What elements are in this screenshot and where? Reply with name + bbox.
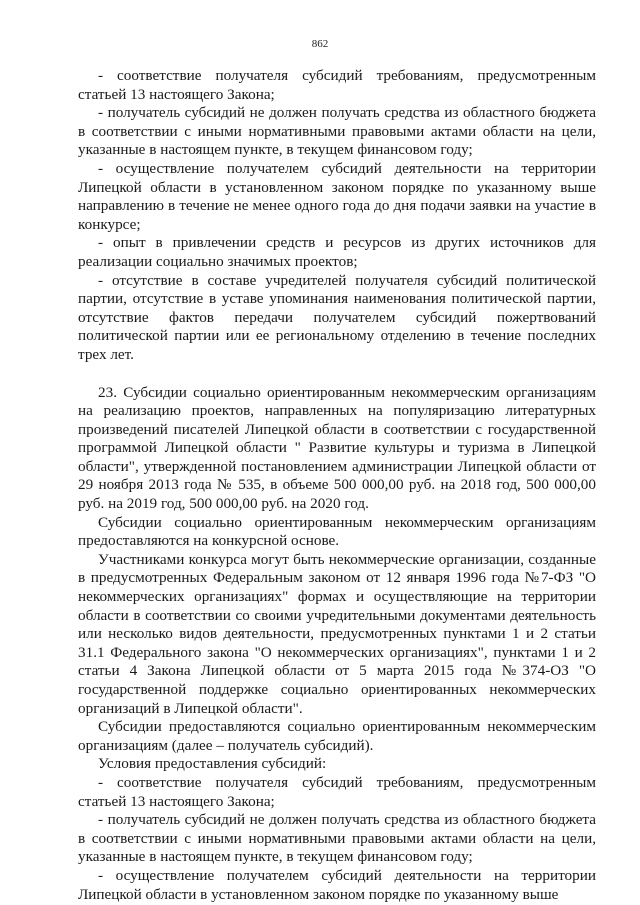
paragraph: - опыт в привлечении средств и ресурсов из других источников для реализации социально значимых проектов; — [78, 234, 596, 270]
page-number: 862 — [311, 38, 329, 50]
section-gap — [78, 365, 596, 384]
document-body — [78, 67, 596, 904]
paragraph: - соответствие получателя субсидий требованиям, предусмотренным статьей 13 настоящего Закона; — [78, 67, 596, 103]
paragraph: - получатель субсидий не должен получать средства из областного бюджета в соответствии с иными нормативными правовыми актами области на цели, указанные в настоящем пункте, в текущем финансовом году; — [78, 811, 596, 866]
paragraph: Условия предоставления субсидий: — [98, 755, 327, 773]
paragraph: Участниками конкурса могут быть некоммерческие организации, созданные в предусмотренных Федеральным законом от 12 января 1996 года №7-ФЗ "О некоммерческих организациях" формах и осуществляющие на территории области в соответствии со своими учредительными документами деятельность или несколько видов деятельности, предусмотренных пунктами 1 и 2 статьи 31.1 Федерального закона "О некоммерческих организациях", пунктами 1 и 2 статьи 4 Закона Липецкой области от 5 марта 2015 года №374-ОЗ "О государственной поддержке социально ориентированных некоммерческих организаций в Липецкой области". — [78, 550, 596, 717]
paragraph: - осуществление получателем субсидий деятельности на территории Липецкой области в установленном законом порядке по указанному выше — [78, 866, 596, 903]
paragraph: Субсидии предоставляются социально ориентированным некоммерческим организациям (далее – получатель субсидий). — [78, 718, 596, 754]
paragraph: - получатель субсидий не должен получать средства из областного бюджета в соответствии с иными нормативными правовыми актами области на цели, указанные в настоящем пункте, в текущем финансовом году; — [78, 104, 596, 159]
paragraph: - осуществление получателем субсидий деятельности на территории Липецкой области в установленном законом порядке по указанному выше направлению в течение не менее одного года до дня подачи заявки на участие в конкурсе; — [78, 159, 596, 233]
paragraph: - соответствие получателя субсидий требованиям, предусмотренным статьей 13 настоящего Закона; — [78, 773, 596, 810]
paragraph: - отсутствие в составе учредителей получателя субсидий политической партии, отсутствие в уставе упоминания наименования политической партии, отсутствие фактов передачи получателем субсидий пожертвований политической партии или ее региональному отделению в течение последних трех лет. — [78, 271, 596, 363]
paragraph: Субсидии социально ориентированным некоммерческим организациям предоставляются на конкурсной основе. — [78, 513, 596, 550]
paragraph: 23. Субсидии социально ориентированным некоммерческим организациям на реализацию проектов, направленных на популяризацию литературных произведений писателей Липецкой области в соответствии с государственной программой Липецкой области " Развитие культуры и туризма в Липецкой области", утвержденной постановлением администрации Липецкой области от 29 ноября 2013 года № 535, в объеме 500 000,00 руб. на 2018 год, 500 000,00 руб. на 2019 год, 500 000,00 руб. на 2020 год. — [78, 383, 596, 513]
